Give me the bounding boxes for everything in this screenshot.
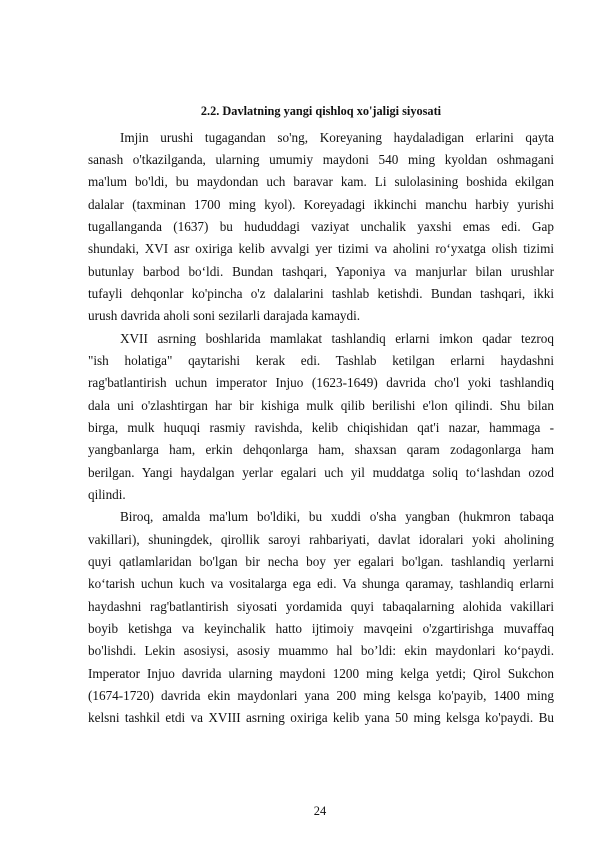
text-line: XVII asrning boshlarida mamlakat tashlandiq erlarni imkon qadar tezroq — [120, 330, 554, 346]
body-text — [88, 127, 554, 730]
text-line: kelsni tashkil etdi va XVIII asrning oxiriga kelib yana 50 ming kelsga ko'paydi. Bu — [88, 710, 554, 726]
text-line: shundaki, XVI asr oxiriga kelib avvalgi yer tizimi va aholini ro‘yxatga olish tizimi — [88, 241, 554, 257]
text-line: vakillari), shuningdek, qirollik saroyi rahbariyati, davlat idoralari yoki aholining — [88, 531, 554, 547]
text-line: bo'lishdi. Lekin asosiysi, asosiy muammo hal bo’ldi: ekin maydonlari ko‘paydi. — [88, 643, 554, 659]
text-line: Imperator Injuo davrida ularning maydoni 1200 ming kelga yetdi; Qirol Sukchon — [88, 665, 554, 681]
text-line: Biroq, amalda ma'lum bo'ldiki, bu xuddi o'sha yangban (hukmron tabaqa — [120, 509, 554, 525]
text-line: Imjin urushi tugagandan so'ng, Koreyaning haydaladigan erlarini qayta — [120, 129, 554, 145]
text-line: (1674-1720) davrida ekin maydonlari yana 200 ming kelsga ko'payib, 1400 ming — [88, 688, 554, 704]
text-line: yangbanlarga ham, erkin dehqonlarga ham, shaxsan qaram zodagonlarga ham — [88, 442, 554, 458]
text-line: rag'batlantirish uchun imperator Injuo (1623-1649) davrida cho'l yoki tashlandiq — [88, 375, 554, 391]
text-line: quyi qatlamlaridan bo'lgan bir necha boy yer egalari bo'lgan. tashlandiq yerlarni — [88, 554, 554, 570]
text-line: sanash o'tkazilganda, ularning umumiy maydoni 540 ming kyoldan oshmagani — [88, 151, 554, 167]
text-line: ma'lum bo'ldi, bu maydondan uch baravar kam. Li sulolasining boshida ekilgan — [88, 174, 554, 190]
text-line: tugallanganda (1637) bu hududdagi vaziyat unchalik yaxshi emas edi. Gap — [88, 218, 554, 234]
text-line: ko‘tarish uchun kuch va vositalarga ega edi. Va shunga qaramay, tashlandiq erlarni — [88, 576, 554, 592]
text-line: boyib ketishga va keyinchalik hatto ijtimoiy mavqeini o'zgartirishga muvaffaq — [88, 621, 554, 637]
text-line: butunlay barbod bo‘ldi. Bundan tashqari, Yaponiya va manjurlar bilan urushlar — [88, 263, 554, 279]
text-line: qilindi. — [88, 487, 126, 502]
text-line: berilgan. Yangi haydalgan yerlar egalari uch yil muddatga soliq to‘lashdan ozod — [88, 464, 554, 480]
text-line: tufayli dehqonlar ko'pincha o'z dalalarini tashlab ketishdi. Bundan tashqari, ikki — [88, 285, 554, 301]
text-line: dala uni o'zlashtirgan har bir kishiga mulk qilib berilishi e'lon qilindi. Shu bilan — [88, 397, 554, 413]
page-number: 24 — [313, 804, 327, 818]
text-line: haydashni rag'batlantirish siyosati yordamida quyi tabaqalarning alohida vakillari — [88, 598, 554, 614]
text-line: birga, mulk huquqi rasmiy ravishda, kelib chiqishidan qat'i nazar, hammaga - — [88, 419, 554, 435]
text-line: urush davrida aholi soni sezilarli darajada kamaydi. — [88, 308, 361, 324]
text-line: dalalar (taxminan 1700 ming kyol). Koreyadagi ikkinchi manchu harbiy yurishi — [88, 196, 554, 212]
text-line: "ish holatiga" qaytarishi kerak edi. Tashlab ketilgan erlarni haydashni — [88, 352, 554, 368]
section-heading: 2.2. Davlatning yangi qishloq xo'jaligi siyosati — [200, 104, 442, 118]
